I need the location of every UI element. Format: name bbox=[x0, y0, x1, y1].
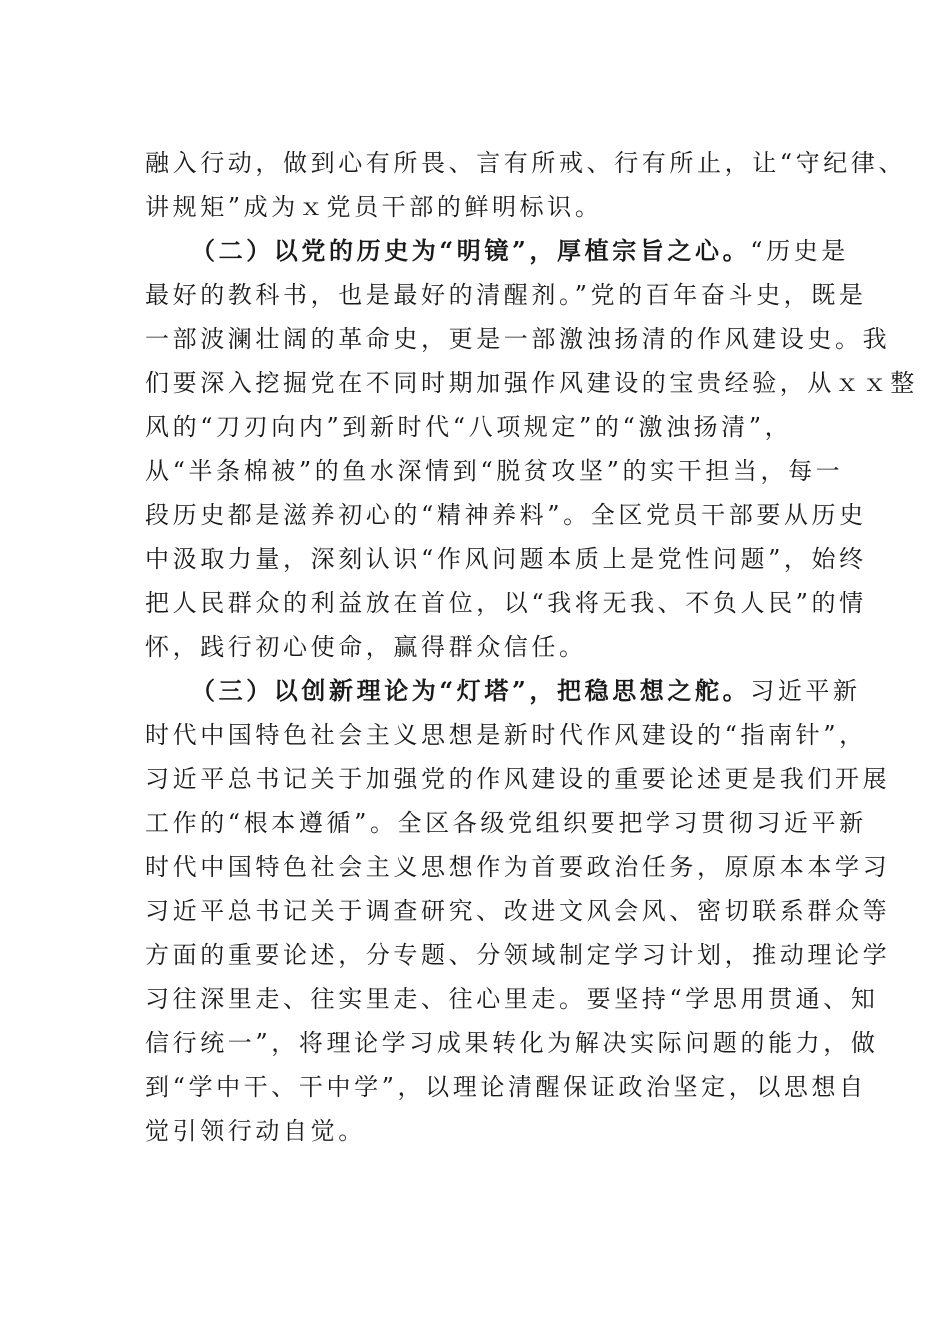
paragraph-2-first-line-rest: “历史是 bbox=[750, 237, 849, 265]
paragraph-3-line-6: 习近平总书记关于调查研究、改进文风会风、密切联系群众等 bbox=[145, 897, 891, 925]
paragraph-3-line-7: 方面的重要论述，分专题、分领域制定学习计划，推动理论学 bbox=[145, 941, 891, 969]
paragraph-3-line-10: 到“学中干、干中学”，以理论清醒保证政治坚定，以思想自 bbox=[145, 1073, 867, 1101]
paragraph-3-first-line-rest: 习近平新 bbox=[750, 677, 861, 705]
paragraph-2-line-4: 们要深入挖掘党在不同时期加强作风建设的宝贵经验，从ｘｘ整 bbox=[145, 369, 918, 397]
paragraph-2-line-9: 把人民群众的利益放在首位，以“我将无我、不负人民”的情 bbox=[145, 589, 867, 617]
paragraph-3-line-1 bbox=[191, 676, 861, 706]
paragraph-3-line-5: 时代中国特色社会主义思想作为首要政治任务，原原本本学习 bbox=[145, 853, 891, 881]
paragraph-2-line-2: 最好的教科书，也是最好的清醒剂。”党的百年奋斗史，既是 bbox=[145, 281, 867, 309]
paragraph-3-heading: （三）以创新理论为“灯塔”，把稳思想之舵。 bbox=[191, 676, 751, 705]
paragraph-1-line-2: 讲规矩”成为ｘ党员干部的鲜明标识。 bbox=[145, 193, 603, 221]
paragraph-3-line-11: 觉引领行动自觉。 bbox=[145, 1117, 366, 1145]
paragraph-3-line-2: 时代中国特色社会主义思想是新时代作风建设的“指南针”， bbox=[145, 721, 867, 749]
paragraph-2-line-3: 一部波澜壮阔的革命史，更是一部激浊扬清的作风建设史。我 bbox=[145, 325, 891, 353]
paragraph-2-line-10: 怀，践行初心使命，赢得群众信任。 bbox=[145, 633, 587, 661]
paragraph-3-line-3: 习近平总书记关于加强党的作风建设的重要论述更是我们开展 bbox=[145, 765, 891, 793]
paragraph-3-line-9: 信行统一”，将理论学习成果转化为解决实际问题的能力，做 bbox=[145, 1029, 879, 1057]
paragraph-2-heading: （二）以党的历史为“明镜”，厚植宗旨之心。 bbox=[191, 236, 751, 265]
paragraph-3-line-8: 习往深里走、往实里走、往心里走。要坚持“学思用贯通、知 bbox=[145, 985, 879, 1013]
paragraph-2-line-6: 从“半条棉被”的鱼水深情到“脱贫攻坚”的实干担当，每一 bbox=[145, 457, 844, 485]
paragraph-2-line-7: 段历史都是滋养初心的“精神养料”。全区党员干部要从历史 bbox=[145, 501, 867, 529]
paragraph-3-line-4: 工作的“根本遵循”。全区各级党组织要把学习贯彻习近平新 bbox=[145, 809, 867, 837]
paragraph-1-line-1: 融入行动，做到心有所畏、言有所戒、行有所止，让“守纪律、 bbox=[145, 149, 907, 177]
paragraph-2-line-5: 风的“刀刃向内”到新时代“八项规定”的“激浊扬清”， bbox=[145, 413, 793, 441]
paragraph-2-line-1 bbox=[191, 236, 849, 266]
paragraph-2-line-8: 中汲取力量，深刻认识“作风问题本质上是党性问题”，始终 bbox=[145, 545, 867, 573]
